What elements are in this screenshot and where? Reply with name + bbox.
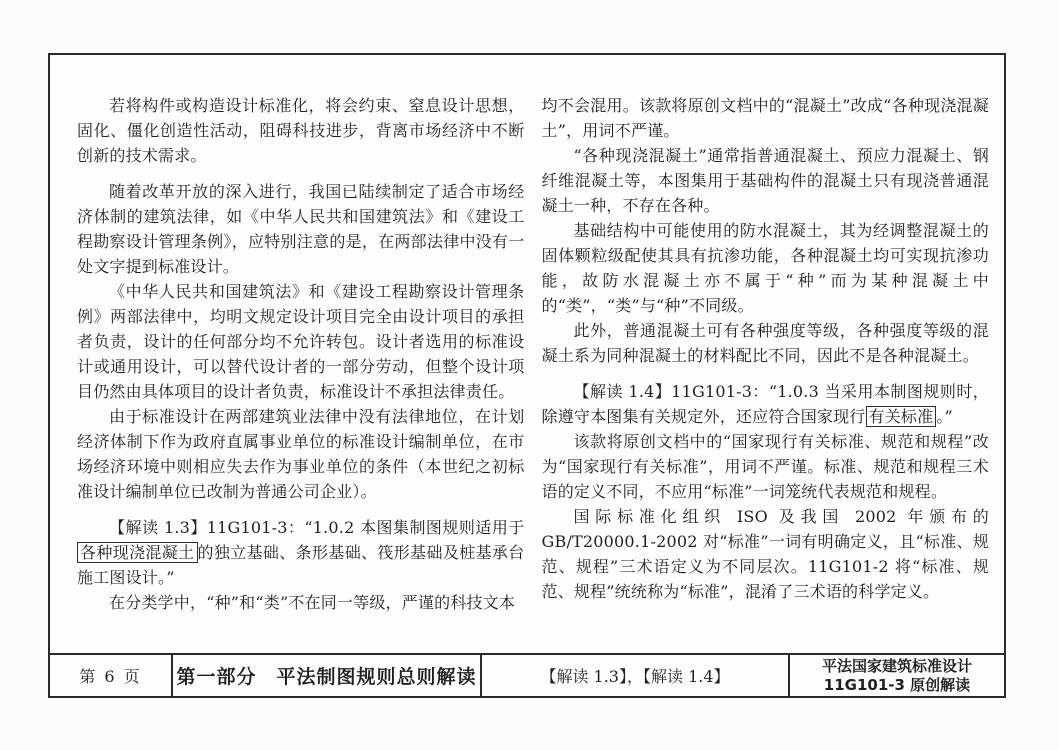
text-run: 随着改革开放的深入进行，我国已陆续制定了适合市场经济体制的建筑法律，如《中华人民共和国建筑法》和《建设工程勘察设计管理条例》，应特别注意的是，在两部法律中没有一处文字提到标准设计。 [77, 182, 525, 276]
text-run: “各种现浇混凝土”通常指普通混凝土、预应力混凝土、钢纤维混凝土等，本图集用于基础构件的混凝土只有现浇普通混凝土一种，不存在各种。 [541, 146, 989, 215]
footer-readings: 【解读 1.3】，【解读 1.4】 [482, 655, 790, 696]
text-run: 若将构件或构造设计标准化，将会约束、窒息设计思想，固化、僵化创造性活动，阻碍科技进步，背离市场经济中不断创新的技术需求。 [77, 96, 525, 165]
paragraph [542, 93, 990, 143]
text-run: 由于标准设计在两部建筑业法律中没有法律地位，在计划经济体制下作为政府直属事业单位的标准设计编制单位，在市场经济环境中则相应失去作为事业单位的条件（本世纪之初标准设计编制单位已改制为普通公司企业）。 [77, 407, 525, 501]
text-run: 在分类学中，“种”和“类”不在同一等级，严谨的科技文本 [109, 593, 516, 612]
paragraph [542, 429, 990, 504]
two-column-text-area [50, 55, 1004, 615]
left-column [77, 93, 525, 615]
text-run: 的独立基础、条形基础、筏形基础及桩基承台施工图设计。” [77, 543, 525, 587]
boxed-term: 有关标准 [866, 406, 937, 427]
text-run: 【解读 1.4】11G101-3：“1.0.3 当采用本制图规则时，除遵守本图集有关规定外，还应符合国家现行 [541, 382, 989, 426]
footer-series-title [790, 655, 1004, 696]
paragraph [77, 515, 525, 590]
text-run: 【解读 1.3】11G101-3：“1.0.2 本图集制图规则适用于 [109, 518, 525, 537]
text-run: 国际标准化组织 ISO 及我国 2002 年颁布的 GB/T20000.1-2002 对“标准”一词有明确定义，且“标准、规范、规程”三术语定义为不同层次。11G101-2 将“标准、规范、规程”统统称为“标准”，混淆了三术语的科学定义。 [541, 507, 989, 601]
content-frame [48, 53, 1006, 655]
text-run: 此外，普通混凝土可有各种强度等级，各种强度等级的混凝土系为同种混凝土的材料配比不同，因此不是各种混凝土。 [541, 321, 989, 365]
text-run: 《中华人民共和国建筑法》和《建设工程勘察设计管理条例》两部法律中，均明文规定设计项目完全由设计项目的承担者负责，设计的任何部分均不允许转包。设计者选用的标准设计或通用设计，可以替代设计者的一部分劳动，但整个设计项目仍然由具体项目的设计者负责，标准设计不承担法律责任。 [77, 282, 525, 401]
paragraph [542, 218, 990, 318]
footer-bar [48, 655, 1006, 698]
footer-page-number: 第 6 页 [50, 655, 173, 696]
right-column [542, 93, 990, 615]
text-run: 。” [936, 407, 953, 426]
footer-series-line2: 11G101-3 原创解读 [823, 675, 971, 694]
text-run: 基础结构中可能使用的防水混凝土，其为经调整混凝土的固体颗粒级配使其具有抗渗功能，各种混凝土均可实现抗渗功能，故防水混凝土亦不属于“种”而为某种混凝土中的“类”，“类”与“种”不同级。 [541, 221, 989, 315]
boxed-term: 各种现浇混凝土 [77, 542, 198, 563]
paragraph [77, 279, 525, 404]
paragraph [77, 179, 525, 279]
paragraph [77, 404, 525, 504]
paragraph [542, 143, 990, 218]
text-run: 均不会混用。该款将原创文档中的“混凝土”改成“各种现浇混凝土”，用词不严谨。 [541, 96, 989, 140]
paragraph [542, 379, 990, 429]
footer-series-line1: 平法国家建筑标准设计 [821, 656, 972, 675]
paragraph [77, 93, 525, 168]
paragraph [77, 590, 525, 615]
paragraph [542, 504, 990, 604]
paragraph [542, 318, 990, 368]
text-run: 该款将原创文档中的“国家现行有关标准、规范和规程”改为“国家现行有关标准”，用词不严谨。标准、规范和规程三术语的定义不同，不应用“标准”一词笼统代表规范和规程。 [541, 432, 989, 501]
footer-section-title: 第一部分 平法制图规则总则解读 [173, 655, 482, 696]
